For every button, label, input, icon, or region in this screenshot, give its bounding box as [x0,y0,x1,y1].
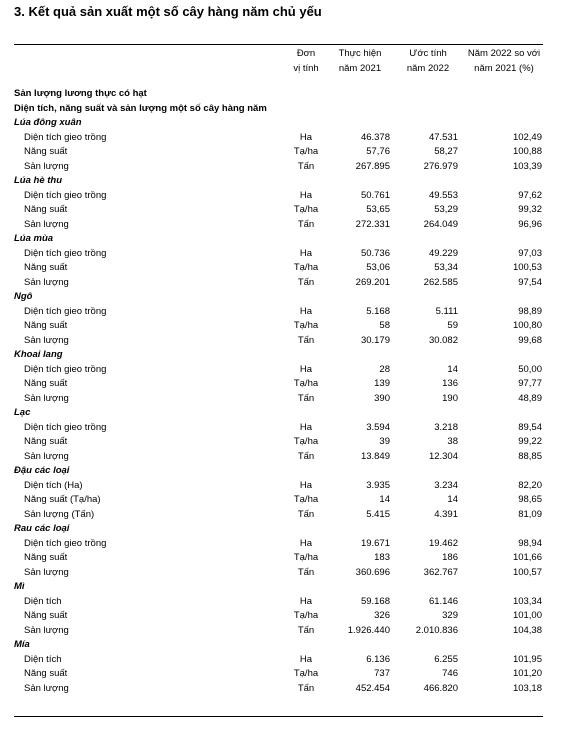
crop-heading-label: Khoai lang [14,349,63,360]
row-value-ratio: 100,57 [512,566,542,578]
crop-heading-label: Lúa hè thu [14,175,63,186]
row-label: Diện tích [24,653,62,665]
row-value-2022: 466.820 [423,682,458,694]
row-unit: Ha [299,305,313,317]
row-unit: Tạ/ha [293,204,319,215]
row-value-2021: 269.201 [355,276,390,288]
table-row [0,493,576,508]
row-value-2022: 262.585 [423,276,458,288]
row-label: Diện tích gieo trồng [24,421,107,433]
row-unit: Ha [299,247,313,259]
row-unit: Ha [299,131,313,143]
table-row [0,595,576,610]
crop-heading-label: Lúa đông xuân [14,117,82,128]
crop-heading [0,232,576,247]
row-value-ratio: 99,32 [518,204,542,215]
row-value-2021: 46.378 [360,131,390,143]
row-value-2021: 5.168 [366,305,390,317]
row-value-ratio: 96,96 [518,218,542,230]
table-row [0,218,576,233]
row-label: Sản lượng (Tấn) [24,508,95,520]
row-label: Diện tích gieo trồng [24,189,107,201]
section-heading-label: Sản lượng lương thực có hạt [14,88,147,99]
crop-heading-label: Mì [14,581,25,592]
row-value-ratio: 101,66 [512,552,542,563]
row-label: Diện tích gieo trồng [24,305,107,317]
row-value-2022: 61.146 [428,595,458,607]
table-row [0,435,576,450]
table-row [0,160,576,175]
row-unit: Ha [299,189,313,201]
row-value-2022: 12.304 [428,450,458,462]
row-value-2022: 186 [442,552,458,563]
table-body [0,87,576,696]
crop-heading [0,116,576,131]
row-value-2021: 50.761 [360,189,390,201]
table-row [0,421,576,436]
table-row [0,392,576,407]
row-value-ratio: 100,80 [512,320,542,331]
table-row [0,667,576,682]
row-value-ratio: 97,62 [518,189,542,201]
row-value-2021: 360.696 [355,566,390,578]
crop-heading [0,406,576,421]
page-title: 3. Kết quả sản xuất một số cây hàng năm chủ yếu [14,4,322,19]
row-unit: Tấn [297,160,315,172]
row-unit: Tạ/ha [293,494,319,505]
row-value-2022: 3.218 [434,421,458,433]
row-value-ratio: 101,20 [512,668,542,679]
row-value-2022: 6.255 [434,653,458,665]
row-value-ratio: 97,54 [518,276,542,288]
row-value-2021: 13.849 [360,450,390,462]
crop-heading [0,638,576,653]
row-unit: Tấn [297,624,315,636]
row-label: Diện tích gieo trồng [24,131,107,143]
row-label: Năng suất [24,668,68,679]
row-label: Sản lượng [24,218,69,230]
row-label: Diện tích [24,595,62,607]
table-row [0,682,576,697]
row-label: Năng suất [24,378,68,389]
row-value-ratio: 98,89 [518,305,542,317]
table-row [0,551,576,566]
row-value-2021: 326 [374,610,390,621]
table-row [0,479,576,494]
row-value-2022: 362.767 [423,566,458,578]
row-value-2021: 452.454 [355,682,390,694]
row-value-2022: 5.111 [435,305,458,317]
row-value-2022: 2.010.836 [415,624,458,636]
row-value-2022: 746 [442,668,458,679]
row-value-2021: 272.331 [355,218,390,230]
row-value-2021: 39 [379,436,390,447]
row-unit: Tấn [297,276,315,288]
crop-heading-label: Mía [14,639,30,650]
row-value-ratio: 88,85 [518,450,542,462]
row-label: Năng suất [24,204,68,215]
row-unit: Tạ/ha [293,146,319,157]
row-value-2022: 49.229 [428,247,458,259]
row-label: Năng suất [24,146,68,157]
table-row [0,319,576,334]
section-heading [0,87,576,102]
row-label: Năng suất (Tạ/ha) [24,494,101,505]
row-unit: Ha [299,421,313,433]
row-value-2022: 264.049 [423,218,458,230]
row-value-ratio: 100,53 [512,262,542,273]
table-row [0,276,576,291]
header-unit-line1: Đơn [296,48,316,59]
row-value-ratio: 98,65 [518,494,542,505]
row-value-ratio: 50,00 [518,363,542,375]
row-unit: Tấn [297,566,315,578]
table-row [0,624,576,639]
table-row [0,203,576,218]
table-row [0,189,576,204]
table-row [0,537,576,552]
row-value-ratio: 100,88 [512,146,542,157]
row-value-2022: 19.462 [428,537,458,549]
row-value-2021: 59.168 [360,595,390,607]
row-value-2021: 30.179 [360,334,390,346]
crop-heading-label: Ngô [14,291,33,302]
row-label: Sản lượng [24,334,69,346]
row-label: Sản lượng [24,566,69,578]
header-col-ratio-line2: năm 2021 (%) [474,63,534,74]
header-col-2022-line1: Ước tính [409,48,447,59]
crop-heading-label: Lúa mùa [14,233,54,244]
row-label: Sản lượng [24,392,69,404]
table-row [0,377,576,392]
row-value-ratio: 101,00 [512,610,542,621]
row-value-2021: 19.671 [360,537,390,549]
row-label: Năng suất [24,552,68,563]
section-heading-label: Diện tích, năng suất và sản lượng một số cây hàng năm [14,102,267,114]
row-value-ratio: 99,68 [518,334,542,346]
row-value-2021: 53,06 [366,262,390,273]
row-unit: Tấn [297,450,315,462]
header-col-2022-line2: năm 2022 [406,63,450,74]
row-unit: Tấn [297,392,315,404]
table-row [0,653,576,668]
row-value-2021: 390 [374,392,390,404]
row-value-ratio: 101,95 [512,653,542,665]
row-value-2021: 3.935 [366,479,390,491]
section-heading [0,102,576,117]
row-label: Sản lượng [24,450,69,462]
table-bottom-rule [14,716,543,717]
row-unit: Tạ/ha [293,436,319,447]
crop-heading [0,290,576,305]
row-value-2022: 58,27 [434,146,458,157]
table-row [0,609,576,624]
row-unit: Tấn [297,682,315,694]
table-row [0,131,576,146]
row-value-2022: 14 [447,494,458,505]
row-unit: Ha [299,653,313,665]
row-unit: Tấn [297,334,315,346]
row-unit: Tạ/ha [293,610,319,621]
table-row [0,363,576,378]
row-value-ratio: 99,22 [518,436,542,447]
header-col-2021 [328,46,392,76]
row-value-2022: 4.391 [434,508,458,520]
header-col-ratio-line1: Năm 2022 so với [467,48,541,59]
crop-heading [0,174,576,189]
row-unit: Ha [299,479,313,491]
row-value-ratio: 98,94 [518,537,542,549]
row-value-2021: 3.594 [366,421,390,433]
row-value-2021: 14 [379,494,390,505]
row-label: Sản lượng [24,276,69,288]
table-row [0,305,576,320]
row-unit: Tạ/ha [293,262,319,273]
row-unit: Tạ/ha [293,552,319,563]
header-col-2022 [396,46,460,76]
header-col-2021-line1: Thực hiện [338,48,382,59]
row-value-ratio: 82,20 [518,479,542,491]
row-unit: Tạ/ha [293,668,319,679]
table-header [0,46,576,76]
row-value-2021: 50.736 [360,247,390,259]
table-row [0,334,576,349]
row-value-ratio: 103,18 [512,682,542,694]
row-value-2022: 47.531 [428,131,458,143]
row-value-ratio: 103,34 [512,595,542,607]
row-value-2021: 6.136 [366,653,390,665]
row-value-2022: 30.082 [428,334,458,346]
row-value-2022: 276.979 [423,160,458,172]
row-value-ratio: 97,03 [518,247,542,259]
row-label: Năng suất [24,436,68,447]
table-row [0,508,576,523]
row-value-2022: 14 [447,363,458,375]
row-unit: Tấn [297,508,315,520]
table-row [0,247,576,262]
row-label: Năng suất [24,320,68,331]
row-label: Sản lượng [24,160,69,172]
row-value-2022: 53,34 [434,262,458,273]
row-label: Năng suất [24,262,68,273]
row-label: Diện tích gieo trồng [24,247,107,259]
row-value-ratio: 81,09 [518,508,542,520]
row-unit: Tấn [297,218,315,230]
row-value-2022: 3.234 [434,479,458,491]
table-row [0,566,576,581]
row-value-ratio: 97,77 [518,378,542,389]
row-value-ratio: 89,54 [518,421,542,433]
crop-heading-label: Lạc [14,407,31,418]
row-value-2021: 737 [374,668,390,679]
row-value-2021: 139 [374,378,390,389]
row-value-ratio: 102,49 [512,131,542,143]
crop-heading [0,464,576,479]
row-value-2022: 190 [442,392,458,404]
row-value-2021: 57,76 [366,146,390,157]
row-unit: Tạ/ha [293,378,319,389]
row-value-2021: 28 [379,363,390,375]
row-unit: Tạ/ha [293,320,319,331]
row-label: Diện tích (Ha) [24,479,83,491]
row-label: Diện tích gieo trồng [24,363,107,375]
row-label: Sản lượng [24,682,69,694]
table-row [0,261,576,276]
row-label: Sản lượng [24,624,69,636]
table-row [0,145,576,160]
row-unit: Ha [299,537,313,549]
row-value-2021: 58 [379,320,390,331]
crop-heading [0,348,576,363]
crop-heading [0,580,576,595]
row-value-2021: 1.926.440 [347,624,390,636]
table-row [0,450,576,465]
header-unit-line2: vị tính [293,63,319,74]
row-unit: Ha [299,363,313,375]
table-top-rule [14,44,543,45]
crop-heading-label: Rau các loại [14,523,70,534]
row-value-2022: 38 [447,436,458,447]
row-value-2022: 329 [442,610,458,621]
row-value-2022: 136 [442,378,458,389]
row-label: Diện tích gieo trồng [24,537,107,549]
header-unit [278,46,334,76]
row-value-2021: 53,65 [366,204,390,215]
row-value-ratio: 48,89 [518,392,542,404]
row-value-2022: 59 [447,320,458,331]
header-col-2021-line2: năm 2021 [338,63,382,74]
row-unit: Ha [299,595,313,607]
row-value-2021: 5.415 [366,508,390,520]
row-label: Năng suất [24,610,68,621]
crop-heading-label: Đậu các loại [14,465,70,476]
row-value-ratio: 104,38 [512,624,542,636]
row-value-2021: 183 [374,552,390,563]
row-value-2022: 49.553 [428,189,458,201]
header-col-ratio [462,46,546,76]
row-value-ratio: 103,39 [512,160,542,172]
crop-heading [0,522,576,537]
row-value-2022: 53,29 [434,204,458,215]
row-value-2021: 267.895 [355,160,390,172]
